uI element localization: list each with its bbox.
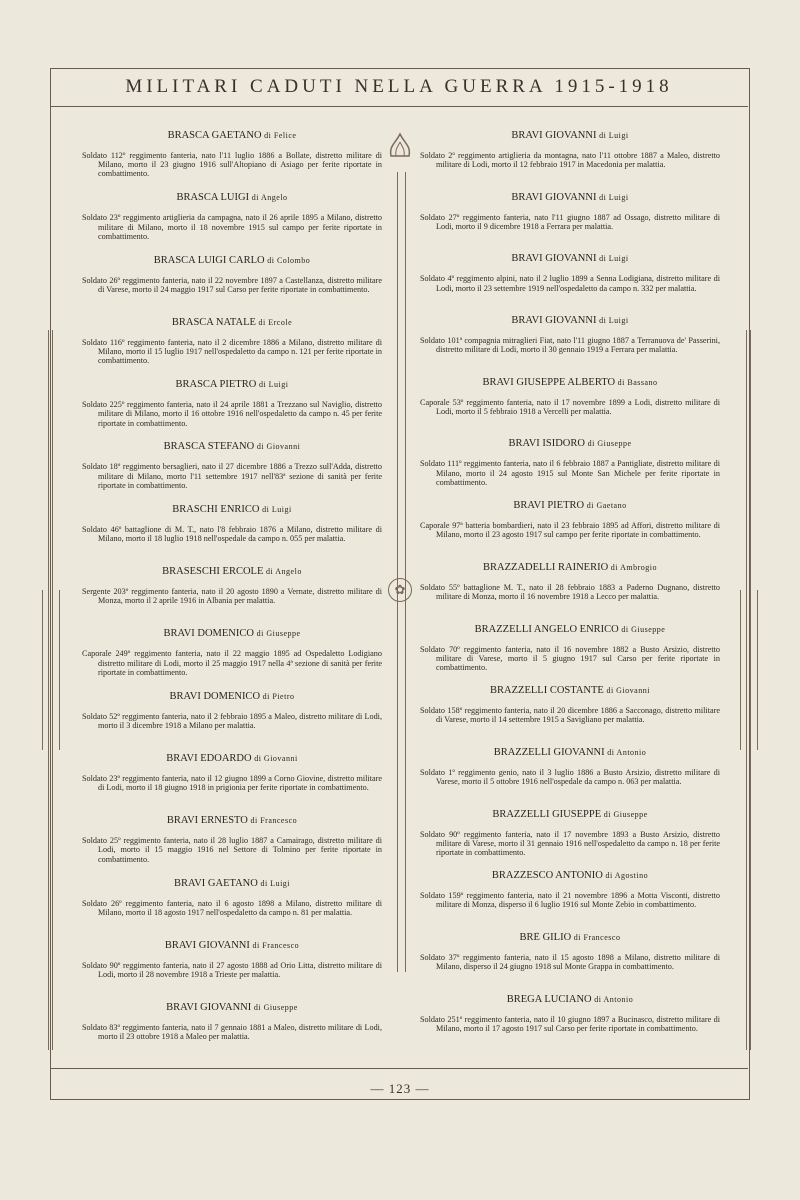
entry-name-line bbox=[420, 315, 720, 326]
entry-item bbox=[420, 192, 720, 254]
entry-description: Caporale 53º reggimento fanteria, nato il 17 novembre 1899 a Lodi, distretto militare di Lodi, morto il 5 febbraio 1918 a Vercelli per malattia. bbox=[420, 397, 720, 416]
entry-name: BRAZZELLI COSTANTE bbox=[490, 685, 604, 697]
entry-name: BRAVI EDOARDO bbox=[166, 752, 252, 764]
entry-name-line bbox=[420, 747, 720, 758]
entry-description: Soldato 18º reggimento bersaglieri, nato il 27 dicembre 1886 a Trezzo sull'Adda, distretto militare di Milano, morto l'11 settembre 1917 nell'83ª sezione di sanità per ferite riportate in combattimento. bbox=[82, 462, 382, 490]
entry-name-line bbox=[82, 504, 382, 515]
entry-description: Soldato 2º reggimento artiglieria da montagna, nato l'11 ottobre 1887 a Maleo, distretto militare di Lodi, morto il 12 febbraio 1917 in Macedonia per malattia. bbox=[420, 151, 720, 170]
entry-item bbox=[420, 130, 720, 192]
entry-description: Soldato 111º reggimento fanteria, nato il 6 febbraio 1887 a Pantigliate, distretto militare di Milano, morto il 24 agosto 1915 sul Monte San Michele per ferite riportate in combattimento. bbox=[420, 459, 720, 487]
entry-item bbox=[420, 624, 720, 686]
entry-description: Soldato 37º reggimento fanteria, nato il 15 agosto 1898 a Milano, distretto militare di Milano, disperso il 24 giugno 1918 sul Monte Grappa in combattimento. bbox=[420, 952, 720, 972]
entry-name-line bbox=[82, 566, 382, 577]
entry-name-line bbox=[82, 255, 382, 266]
entry-item bbox=[82, 566, 382, 628]
entry-item bbox=[420, 500, 720, 562]
entry-father: di Giuseppe bbox=[603, 809, 648, 819]
entry-name-line bbox=[420, 870, 720, 881]
entry-father: di Luigi bbox=[262, 504, 292, 514]
entry-name: BRAVI GIUSEPPE ALBERTO bbox=[482, 376, 616, 388]
entry-name-line bbox=[82, 317, 382, 328]
entry-father: di Pietro bbox=[262, 691, 295, 701]
entry-name: BRAVI ISIDORO bbox=[508, 438, 585, 450]
entry-name-line bbox=[420, 685, 720, 696]
entry-father: di Angelo bbox=[251, 193, 288, 203]
entry-description: Soldato 70º reggimento fanteria, nato il 16 novembre 1882 a Busto Arsizio, distretto militare di Varese, morto il 5 giugno 1917 sul Carso per ferite riportate in combattimento. bbox=[420, 644, 720, 672]
entry-father: di Bassano bbox=[617, 377, 658, 387]
entry-father: di Francesco bbox=[573, 932, 621, 942]
entry-name-line bbox=[82, 753, 382, 764]
entry-name: BRAZZADELLI RAINERIO bbox=[483, 561, 609, 573]
entry-name: BRASCA GAETANO bbox=[167, 130, 262, 141]
entry-item bbox=[82, 753, 382, 815]
entry-name-line bbox=[420, 253, 720, 264]
entry-item bbox=[82, 441, 382, 503]
entry-name-line bbox=[420, 500, 720, 511]
entry-name: BRAZZELLI GIOVANNI bbox=[493, 746, 605, 758]
entry-father: di Gaetano bbox=[586, 501, 627, 511]
entry-description: Soldato 251º reggimento fanteria, nato il 10 giugno 1897 a Bucinasco, distretto militare di Milano, morto il 17 agosto 1917 sul Carso per ferite riportate in combattimento. bbox=[420, 1014, 720, 1033]
page-number: — 123 — bbox=[370, 1081, 430, 1096]
entry-description: Sergente 203º reggimento fanteria, nato il 20 agosto 1890 a Vernate, distretto militare di Monza, morto il 2 aprile 1916 in Albania per malattia. bbox=[82, 587, 382, 606]
entry-name: BRAVI GIOVANNI bbox=[164, 939, 250, 951]
entry-father: di Luigi bbox=[258, 380, 289, 390]
entry-father: di Luigi bbox=[599, 316, 629, 326]
entry-father: di Luigi bbox=[599, 254, 629, 264]
entry-item bbox=[420, 870, 720, 932]
entry-name: BRAVI ERNESTO bbox=[166, 815, 248, 827]
entry-name-line bbox=[82, 878, 382, 889]
entry-father: di Giovanni bbox=[254, 753, 298, 763]
entry-name-line bbox=[420, 994, 720, 1005]
entry-father: di Giuseppe bbox=[587, 439, 632, 449]
entry-description: Soldato 55º battaglione M. T., nato il 28 febbraio 1883 a Paderno Dugnano, distretto militare di Monza, morto il 16 novembre 1918 a Lecco per malattia. bbox=[420, 582, 720, 602]
entry-item bbox=[82, 1002, 382, 1064]
entry-name: BRASCA LUIGI CARLO bbox=[153, 254, 265, 266]
entry-name: BRAVI GIOVANNI bbox=[511, 130, 597, 141]
entry-name: BRAVI GAETANO bbox=[173, 877, 258, 889]
entry-description: Soldato 23º reggimento fanteria, nato il 12 giugno 1899 a Corno Giovine, distretto militare di Lodi, morto il 18 giugno 1918 in prigionia per ferite riportate in combattimento. bbox=[82, 773, 382, 793]
entry-description: Soldato 90º reggimento fanteria, nato il 27 agosto 1888 ad Orio Litta, distretto militare di Lodi, morto il 28 novembre 1918 a Trieste per malattia. bbox=[82, 960, 382, 980]
entry-description: Caporale 97ª batteria bombardieri, nato il 23 febbraio 1895 ad Affori, distretto militare di Milano, morto il 23 agosto 1917 sul campo per ferite riportate in combattimento. bbox=[420, 521, 720, 540]
entry-father: di Angelo bbox=[266, 567, 302, 577]
entry-item bbox=[82, 130, 382, 192]
page-title: MILITARI CADUTI NELLA GUERRA 1915-1918 bbox=[125, 76, 673, 97]
entry-name-line bbox=[82, 441, 382, 452]
entry-father: di Giovanni bbox=[606, 686, 650, 696]
entry-name-line bbox=[420, 809, 720, 820]
entry-description: Soldato 27º reggimento fanteria, nato l'11 giugno 1887 ad Ossago, distretto militare di Lodi, morto il 9 dicembre 1918 a Ferrara per malattia. bbox=[420, 212, 720, 231]
entry-description: Soldato 225º reggimento fanteria, nato il 24 aprile 1881 a Trezzano sul Naviglio, distretto militare di Milano, morto il 16 ottobre 1916 nell'ospedaletto da campo n. 45 per ferite riportate in combattimento. bbox=[82, 400, 382, 428]
entry-father: di Ercole bbox=[258, 317, 293, 327]
entry-father: di Luigi bbox=[599, 192, 629, 202]
entry-description: Soldato 26º reggimento fanteria, nato il 6 agosto 1898 a Milano, distretto militare di Milano, morto il 18 agosto 1917 nell'ospedaletto da campo n. 81 per malattia. bbox=[82, 898, 382, 917]
entry-description: Soldato 4º reggimento alpini, nato il 2 luglio 1899 a Senna Lodigiana, distretto militare di Lodi, morto il 23 settembre 1919 nell'ospedaletto da campo n. 332 per malattia. bbox=[420, 274, 720, 293]
entry-name: BRASCHI ENRICO bbox=[172, 503, 260, 515]
entry-item bbox=[82, 255, 382, 317]
entry-description: Soldato 90º reggimento fanteria, nato il 17 novembre 1893 a Busto Arsizio, distretto militare di Varese, morto il 31 gennaio 1916 nell'ospedaletto da campo n. 18 per ferite riportate in combattimento. bbox=[420, 829, 720, 857]
entry-name: BRAVI GIOVANNI bbox=[511, 253, 597, 265]
entry-name: BRASESCHI ERCOLE bbox=[162, 566, 264, 578]
entry-name-line bbox=[420, 438, 720, 449]
entry-father: di Giuseppe bbox=[253, 1003, 298, 1013]
entry-name-line bbox=[420, 624, 720, 635]
entry-item bbox=[420, 562, 720, 624]
entry-name-line bbox=[82, 1002, 382, 1013]
entry-description: Soldato 112º reggimento fanteria, nato l'11 luglio 1886 a Bollate, distretto militare di Milano, morto il 23 giugno 1916 sull'Altopiano di Asiago per ferite riportate in combattimento. bbox=[82, 151, 382, 179]
entry-father: di Felice bbox=[264, 131, 297, 140]
left-column bbox=[82, 130, 382, 1064]
entry-item bbox=[82, 379, 382, 441]
entry-item bbox=[82, 691, 382, 753]
entry-item bbox=[82, 940, 382, 1002]
entry-description: Caporale 249º reggimento fanteria, nato il 22 maggio 1895 ad Ospedaletto Lodigiano distretto militare di Lodi, morto il 25 maggio 1917 nella 4ª sezione di sanità per ferite riportate in combattimento. bbox=[82, 649, 382, 677]
entry-father: di Giuseppe bbox=[256, 629, 301, 639]
entry-name-line bbox=[82, 691, 382, 702]
entry-name: BRAVI PIETRO bbox=[513, 500, 585, 512]
entry-item bbox=[82, 628, 382, 690]
entry-name-line bbox=[82, 130, 382, 141]
entry-father: di Luigi bbox=[599, 131, 629, 140]
entry-name: BRASCA LUIGI bbox=[176, 192, 250, 204]
entry-name-line bbox=[82, 940, 382, 951]
rosette-icon: ✿ bbox=[388, 578, 412, 602]
right-fasces-ornament-icon bbox=[740, 330, 756, 1050]
entry-description: Soldato 23º reggimento artiglieria da campagna, nato il 26 aprile 1895 a Milano, distretto militare di Milano, morto il 18 novembre 1915 sul campo per ferite riportate in combattimento. bbox=[82, 213, 382, 241]
entry-description: Soldato 159º reggimento fanteria, nato il 21 novembre 1896 a Motta Visconti, distretto militare di Monza, disperso il 6 luglio 1916 sul Monte Zebio in combattimento. bbox=[420, 891, 720, 910]
entry-item bbox=[82, 878, 382, 940]
right-column bbox=[420, 130, 720, 1055]
entry-description: Soldato 83º reggimento fanteria, nato il 7 gennaio 1881 a Maleo, distretto militare di Lodi, morto il 23 ottobre 1918 a Maleo per malattia. bbox=[82, 1023, 382, 1042]
entry-item bbox=[82, 815, 382, 877]
entry-name-line bbox=[420, 377, 720, 388]
entry-item bbox=[420, 377, 720, 439]
entry-name-line bbox=[420, 562, 720, 573]
entry-name: BRASCA STEFANO bbox=[163, 441, 255, 453]
entry-father: di Colombo bbox=[267, 255, 311, 265]
entry-item bbox=[82, 317, 382, 379]
entry-father: di Giovanni bbox=[256, 442, 301, 452]
entry-name-line bbox=[82, 815, 382, 826]
entry-description: Soldato 101ª compagnia mitraglieri Fiat, nato l'11 giugno 1887 a Terranuova de' Passerini, distretto militare di Lodi, morto il 30 gennaio 1919 a Ferrara per malattia. bbox=[420, 336, 720, 355]
entry-father: di Antonio bbox=[607, 747, 647, 757]
entry-description: Soldato 26º reggimento fanteria, nato il 22 novembre 1897 a Castellanza, distretto militare di Varese, morto il 24 maggio 1917 sul Carso per ferite riportate in combattimento. bbox=[82, 275, 382, 294]
entry-name: BRAZZESCO ANTONIO bbox=[491, 870, 603, 882]
entry-name: BRAVI DOMENICO bbox=[163, 628, 254, 640]
entry-name: BREGA LUCIANO bbox=[506, 993, 592, 1005]
footer-rule bbox=[50, 1068, 748, 1069]
entry-name-line bbox=[82, 379, 382, 390]
entry-father: di Agostino bbox=[605, 871, 649, 881]
entry-name: BRAVI GIOVANNI bbox=[166, 1002, 252, 1014]
entry-description: Soldato 116º reggimento fanteria, nato il 2 dicembre 1886 a Milano, distretto militare di Milano, morto il 15 luglio 1917 nell'ospedaletto da campo n. 121 per ferite riportate in combattimento. bbox=[82, 337, 382, 366]
entry-item bbox=[420, 994, 720, 1056]
entry-description: Soldato 1º reggimento genio, nato il 3 luglio 1886 a Busto Arsizio, distretto militare di Varese, morto il 5 ottobre 1916 nell'ospedale da campo n. 063 per malattia. bbox=[420, 767, 720, 787]
entry-name: BRAVI DOMENICO bbox=[169, 690, 261, 702]
entry-item bbox=[420, 932, 720, 994]
entry-father: di Francesco bbox=[250, 816, 298, 826]
entry-father: di Antonio bbox=[594, 994, 634, 1004]
entry-item bbox=[82, 504, 382, 566]
entry-name: BRASCA NATALE bbox=[171, 316, 256, 328]
entry-item bbox=[420, 685, 720, 747]
entry-name: BRASCA PIETRO bbox=[175, 379, 257, 391]
entry-name-line bbox=[82, 628, 382, 639]
entry-father: di Francesco bbox=[252, 940, 300, 950]
entry-item bbox=[420, 315, 720, 377]
entry-name: BRAZZELLI ANGELO ENRICO bbox=[474, 623, 619, 635]
entry-name-line bbox=[420, 192, 720, 203]
entry-name-line bbox=[82, 192, 382, 203]
entry-description: Soldato 25º reggimento fanteria, nato il 28 luglio 1887 a Camairago, distretto militare di Lodi, morto il 15 maggio 1916 nel Settore di Tolmino per ferite riportate in combattimento. bbox=[82, 836, 382, 864]
entry-name: BRAZZELLI GIUSEPPE bbox=[492, 808, 602, 820]
entry-item bbox=[420, 809, 720, 871]
entry-description: Soldato 46º battaglione di M. T., nato l'8 febbraio 1876 a Milano, distretto militare di Milano, morto il 18 luglio 1918 nell'ospedale da campo n. 055 per malattia. bbox=[82, 524, 382, 543]
entry-father: di Luigi bbox=[260, 878, 291, 888]
entry-name: BRÈ GILIO bbox=[519, 931, 572, 943]
entry-item bbox=[420, 747, 720, 809]
entry-description: Soldato 158º reggimento fanteria, nato il 20 dicembre 1886 a Sacconago, distretto militare di Varese, morto il 14 settembre 1915 a Savigliano per malattia. bbox=[420, 706, 720, 725]
entry-item bbox=[420, 438, 720, 500]
entry-name-line bbox=[420, 932, 720, 943]
page-header bbox=[50, 68, 748, 107]
entry-item bbox=[420, 253, 720, 315]
left-fasces-ornament-icon bbox=[42, 330, 58, 1050]
entry-father: di Ambrogio bbox=[610, 562, 657, 572]
entry-item bbox=[82, 192, 382, 254]
entry-description: Soldato 52º reggimento fanteria, nato il 2 febbraio 1895 a Maleo, distretto militare di Lodi, morto il 3 dicembre 1918 a Milano per malattia. bbox=[82, 711, 382, 730]
entry-father: di Giuseppe bbox=[621, 624, 666, 634]
entry-name-line bbox=[420, 130, 720, 141]
entry-name: BRAVI GIOVANNI bbox=[511, 191, 597, 203]
entry-name: BRAVI GIOVANNI bbox=[511, 315, 597, 327]
